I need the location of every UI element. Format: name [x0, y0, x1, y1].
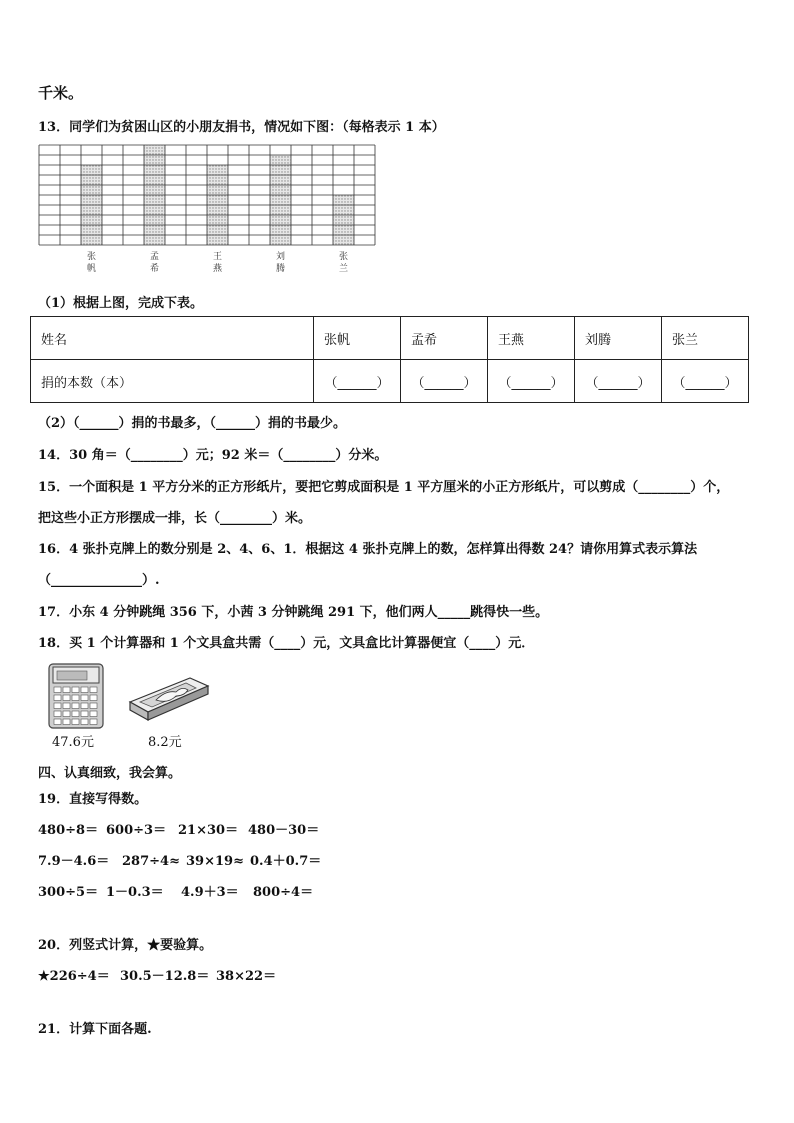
q20-expr[interactable]: 38×22＝	[216, 969, 277, 984]
calculator-key	[63, 719, 70, 725]
x-tick-label: 王	[212, 252, 223, 262]
bar-刘腾	[270, 155, 291, 245]
q19-row	[38, 850, 321, 869]
calculator-price: 47.6元	[52, 735, 94, 750]
q16-line2[interactable]: （______________）.	[38, 573, 160, 588]
calculator-key	[54, 719, 61, 725]
q17-text[interactable]: 17．小东 4 分钟跳绳 356 下，小茜 3 分钟跳绳 291 下，他们两人_____跳得快一些。	[38, 605, 549, 620]
header-wangyan: 王燕	[488, 317, 575, 360]
calculator-key	[81, 711, 88, 717]
q19-expr[interactable]: 4.9＋3＝	[181, 885, 239, 900]
q19-expr[interactable]: 300÷5＝	[38, 885, 99, 900]
q21-text: 21．计算下面各题.	[38, 1022, 152, 1037]
calculator-key	[72, 719, 79, 725]
header-zhangfan: 张帆	[314, 317, 401, 360]
x-tick-label: 张	[338, 252, 349, 262]
x-tick-label: 兰	[338, 264, 349, 274]
calculator-key	[81, 687, 88, 693]
q13-sub2[interactable]: （2）（______）捐的书最多，（______）捐的书最少。	[38, 416, 347, 431]
q16-line1: 16．4 张扑克牌上的数分别是 2、4、6、1．根据这 4 张扑克牌上的数，怎样算出得数 24？请你用算式表示算法	[38, 542, 698, 557]
donation-grid-chart	[38, 144, 380, 280]
calculator-key	[81, 703, 88, 709]
top-text: 千米。	[38, 84, 84, 102]
calculator-key	[54, 687, 61, 693]
header-liuteng: 刘腾	[575, 317, 662, 360]
calculator-key	[72, 711, 79, 717]
calculator-key	[72, 703, 79, 709]
calculator-key	[54, 695, 61, 701]
calculator-key	[90, 719, 97, 725]
q19-expr[interactable]: 7.9－4.6＝	[38, 854, 110, 869]
header-mengxi: 孟希	[401, 317, 488, 360]
calculator-key	[81, 695, 88, 701]
q19-expr[interactable]: 800÷4＝	[253, 885, 314, 900]
q18-text[interactable]: 18．买 1 个计算器和 1 个文具盒共需（____）元，文具盒比计算器便宜（____）元．	[38, 636, 535, 651]
q19-expr[interactable]: 39×19≈	[186, 854, 244, 869]
q19-row	[38, 819, 319, 838]
pencil-box-price: 8.2元	[148, 735, 182, 750]
calculator-key	[81, 719, 88, 725]
x-tick-label: 希	[149, 264, 160, 274]
calculator-key	[90, 687, 97, 693]
q13-sub1: （1）根据上图，完成下表。	[38, 296, 204, 311]
q19-expr[interactable]: 21×30＝	[178, 823, 239, 838]
row-label: 捐的本数（本）	[31, 360, 314, 403]
answer-cell-zhangfan[interactable]: （______）	[314, 360, 401, 403]
table-header-row	[31, 317, 749, 360]
calculator-key	[63, 695, 70, 701]
q15-line2[interactable]: 把这些小正方形摆成一排，长（________）米。	[38, 511, 312, 526]
pencil-box-icon	[126, 672, 210, 724]
q20-expr[interactable]: 30.5－12.8＝	[120, 969, 210, 984]
x-tick-label: 腾	[275, 264, 286, 274]
q14-text[interactable]: 14．30 角＝（________）元；92 米＝（________）分米。	[38, 448, 388, 463]
q19-row	[38, 881, 313, 900]
calculator-key	[72, 695, 79, 701]
x-tick-label: 孟	[149, 252, 160, 262]
calculator-key	[63, 711, 70, 717]
calculator-key	[63, 687, 70, 693]
calculator-key	[63, 703, 70, 709]
q13-text: 13．同学们为贫困山区的小朋友捐书，情况如下图：（每格表示 1 本）	[38, 120, 445, 135]
q19-expr[interactable]: 600÷3＝	[106, 823, 167, 838]
calculator-icon	[48, 663, 104, 729]
calculator-key	[54, 703, 61, 709]
calculator-key	[90, 703, 97, 709]
header-zhanglan: 张兰	[662, 317, 749, 360]
bar-张兰	[333, 195, 354, 245]
calculator-key	[90, 695, 97, 701]
calculator-key	[90, 711, 97, 717]
answer-cell-liuteng[interactable]: （______）	[575, 360, 662, 403]
q19-expr[interactable]: 480÷8＝	[38, 823, 99, 838]
q20-expr[interactable]: ★226÷4＝	[38, 969, 110, 984]
q19-expr[interactable]: 480－30＝	[248, 823, 320, 838]
answer-cell-mengxi[interactable]: （______）	[401, 360, 488, 403]
q20-text: 20．列竖式计算，★要验算。	[38, 938, 213, 953]
donation-table	[30, 316, 749, 403]
table-row	[31, 360, 749, 403]
calculator-key	[72, 687, 79, 693]
x-tick-label: 帆	[86, 264, 97, 274]
q15-line1[interactable]: 15．一个面积是 1 平方分米的正方形纸片，要把它剪成面积是 1 平方厘米的小正方形纸片，可以剪成（________）个，	[38, 480, 730, 495]
x-tick-label: 燕	[212, 264, 223, 274]
q19-text: 19．直接写得数。	[38, 792, 148, 807]
q19-expr[interactable]: 0.4＋0.7＝	[250, 854, 322, 869]
section4-title: 四、认真细致，我会算。	[38, 766, 182, 781]
answer-cell-zhanglan[interactable]: （______）	[662, 360, 749, 403]
header-name: 姓名	[31, 317, 314, 360]
q19-expr[interactable]: 287÷4≈	[122, 854, 180, 869]
answer-cell-wangyan[interactable]: （______）	[488, 360, 575, 403]
q19-expr[interactable]: 1－0.3＝	[106, 885, 164, 900]
q20-row	[38, 965, 276, 984]
calculator-key	[54, 711, 61, 717]
x-tick-label: 刘	[275, 252, 286, 262]
x-tick-label: 张	[86, 252, 97, 262]
